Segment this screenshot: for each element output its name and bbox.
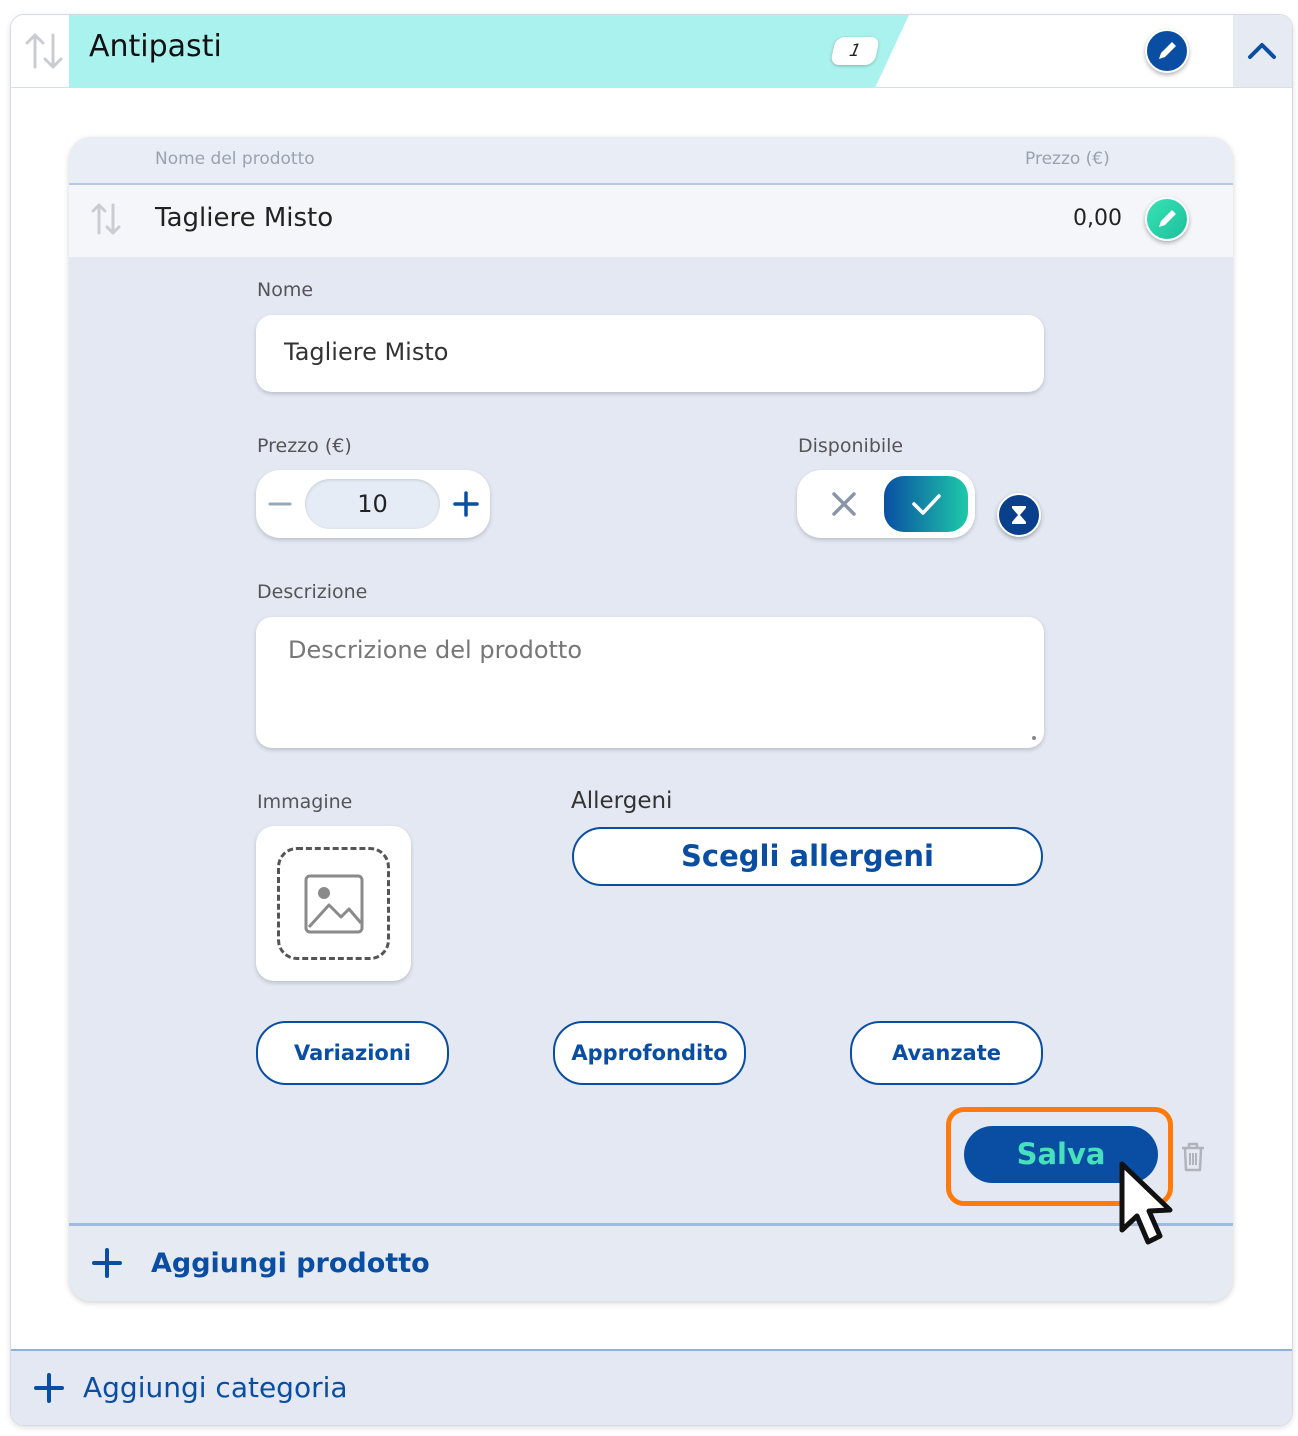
product-name: Tagliere Misto — [155, 203, 334, 233]
check-icon — [884, 476, 968, 532]
category-title: Antipasti — [89, 29, 222, 64]
edit-category-button[interactable] — [1145, 29, 1189, 73]
product-name-value[interactable]: Tagliere Misto — [284, 338, 449, 366]
save-button[interactable]: Salva — [964, 1126, 1158, 1183]
minus-icon — [266, 484, 294, 524]
product-price: 0,00 — [1073, 206, 1122, 231]
description-label: Descrizione — [257, 581, 368, 603]
category-header[interactable] — [11, 15, 1292, 88]
add-category-link[interactable]: Aggiungi categoria — [83, 1371, 348, 1404]
pencil-icon — [1147, 31, 1187, 71]
drag-sort-icon[interactable] — [85, 199, 129, 239]
unavailable-option[interactable] — [822, 482, 866, 526]
schedule-availability-button[interactable] — [997, 493, 1041, 537]
plus-icon[interactable] — [91, 1247, 123, 1279]
column-header-name: Nome del prodotto — [155, 149, 315, 169]
image-label: Immagine — [257, 791, 353, 813]
mouse-cursor-icon — [1112, 1158, 1182, 1250]
description-placeholder[interactable]: Descrizione del prodotto — [288, 636, 583, 664]
collapse-category-button[interactable] — [1233, 15, 1292, 87]
add-product-link[interactable]: Aggiungi prodotto — [151, 1248, 430, 1279]
trash-icon[interactable] — [1179, 1141, 1207, 1173]
details-button[interactable]: Approfondito — [553, 1021, 746, 1085]
chevron-up-icon — [1233, 15, 1292, 87]
available-option[interactable] — [884, 476, 968, 532]
product-table-header — [69, 137, 1233, 185]
plus-icon[interactable] — [33, 1372, 65, 1404]
close-icon — [822, 482, 866, 526]
column-header-price: Prezzo (€) — [1025, 149, 1110, 169]
drag-sort-icon[interactable] — [17, 29, 73, 73]
decrement-button[interactable] — [266, 484, 294, 524]
resize-handle[interactable] — [1032, 736, 1036, 740]
image-placeholder-icon — [303, 873, 365, 935]
variations-button[interactable]: Variazioni — [256, 1021, 449, 1085]
hourglass-icon — [999, 495, 1039, 535]
pencil-icon — [1147, 199, 1187, 239]
price-label: Prezzo (€) — [257, 435, 352, 457]
allergens-label: Allergeni — [571, 788, 673, 814]
available-label: Disponibile — [798, 435, 904, 457]
increment-button[interactable] — [448, 484, 484, 524]
category-product-count-badge: 1 — [830, 37, 880, 65]
name-label: Nome — [257, 279, 314, 301]
advanced-button[interactable]: Avanzate — [850, 1021, 1043, 1085]
edit-product-button[interactable] — [1145, 197, 1189, 241]
plus-icon — [448, 484, 484, 524]
choose-allergens-button[interactable]: Scegli allergeni — [572, 827, 1043, 886]
price-value[interactable]: 10 — [357, 490, 388, 518]
